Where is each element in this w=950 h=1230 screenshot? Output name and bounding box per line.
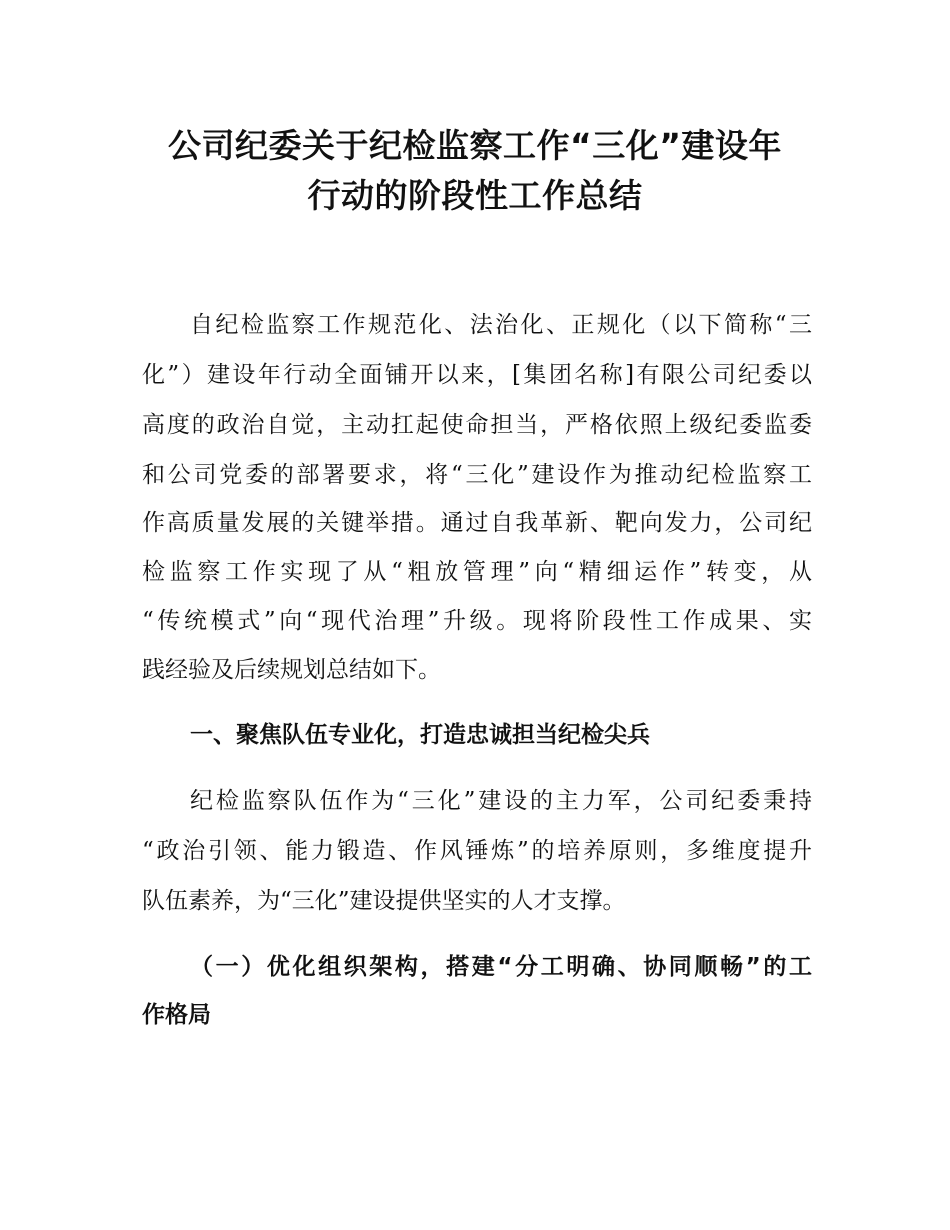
- intro-paragraph-line: 检监察工作实现了从“粗放管理”向“精细运作”转变，从: [142, 559, 812, 585]
- intro-paragraph-line: 高度的政治自觉，主动扛起使命担当，严格依照上级纪委监委: [142, 412, 812, 438]
- subsection-1-heading-line-2: 作格局: [142, 1002, 211, 1028]
- document-title-line-1: 公司纪委关于纪检监察工作“三化”建设年: [168, 126, 782, 165]
- intro-paragraph-line: “传统模式”向“现代治理”升级。现将阶段性工作成果、实: [142, 608, 812, 634]
- subsection-1-heading-line-1: （一）优化组织架构，搭建“分工明确、协同顺畅”的工: [190, 954, 812, 980]
- document-title-line-2: 行动的阶段性工作总结: [307, 176, 643, 215]
- section-1-paragraph-line: 纪检监察队伍作为“三化”建设的主力军，公司纪委秉持: [190, 788, 812, 814]
- section-1-heading: 一、聚焦队伍专业化，打造忠诚担当纪检尖兵: [190, 722, 650, 748]
- section-1-paragraph-line: “政治引领、能力锻造、作风锤炼”的培养原则，多维度提升: [142, 838, 812, 864]
- intro-paragraph-line: 自纪检监察工作规范化、法治化、正规化（以下简称“三: [190, 312, 812, 338]
- intro-paragraph-line: 践经验及后续规划总结如下。: [142, 657, 441, 683]
- intro-paragraph-line: 作高质量发展的关键举措。通过自我革新、靶向发力，公司纪: [142, 510, 812, 536]
- intro-paragraph-line: 和公司党委的部署要求，将“三化”建设作为推动纪检监察工: [142, 462, 812, 488]
- section-1-paragraph-line: 队伍素养，为“三化”建设提供坚实的人才支撑。: [142, 888, 626, 914]
- intro-paragraph-line: 化”）建设年行动全面铺开以来，[集团名称]有限公司纪委以: [142, 362, 812, 388]
